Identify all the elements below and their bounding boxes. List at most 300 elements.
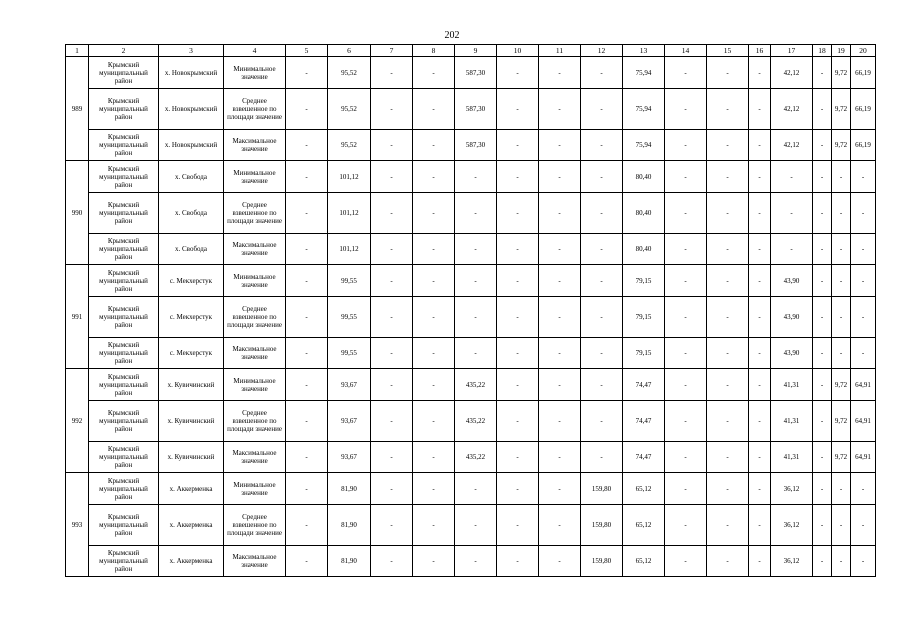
table-cell: - — [371, 369, 413, 401]
table-cell: - — [286, 234, 328, 265]
column-header: 14 — [665, 45, 707, 57]
table-cell: - — [665, 546, 707, 577]
table-cell: - — [539, 130, 581, 161]
table-cell: - — [371, 473, 413, 505]
table-cell: - — [497, 442, 539, 473]
table-cell: 587,30 — [455, 89, 497, 130]
table-cell: Максимальное значение — [224, 234, 286, 265]
column-header: 11 — [539, 45, 581, 57]
table-cell: - — [851, 473, 876, 505]
table-cell: - — [413, 234, 455, 265]
table-cell: 587,30 — [455, 57, 497, 89]
table-cell: 42,12 — [771, 89, 813, 130]
table-cell: - — [286, 442, 328, 473]
table-cell: 80,40 — [623, 193, 665, 234]
table-cell: 66,19 — [851, 130, 876, 161]
table-cell: х. Новокрымский — [159, 89, 224, 130]
table-cell: - — [497, 234, 539, 265]
table-body — [66, 57, 876, 577]
table-cell: 81,90 — [328, 473, 371, 505]
table-cell: - — [707, 193, 749, 234]
table-cell: - — [539, 401, 581, 442]
table-cell: 159,80 — [581, 546, 623, 577]
table-cell: - — [286, 473, 328, 505]
table-cell: Максимальное значение — [224, 546, 286, 577]
table-cell: - — [455, 505, 497, 546]
row-number-cell: 991 — [66, 265, 89, 369]
table-cell: - — [813, 130, 832, 161]
table-cell: - — [581, 369, 623, 401]
table-cell: - — [851, 193, 876, 234]
table-cell: - — [455, 338, 497, 369]
table-cell: - — [413, 442, 455, 473]
table-cell: с. Мекхерстук — [159, 297, 224, 338]
table-cell: 81,90 — [328, 546, 371, 577]
table-cell: 93,67 — [328, 369, 371, 401]
table-row — [66, 473, 876, 505]
table-cell: 587,30 — [455, 130, 497, 161]
column-header: 16 — [749, 45, 771, 57]
table-cell: 99,55 — [328, 297, 371, 338]
table-cell: - — [749, 505, 771, 546]
table-cell: - — [539, 546, 581, 577]
table-cell: 66,19 — [851, 89, 876, 130]
table-cell: - — [581, 442, 623, 473]
table-cell: - — [455, 161, 497, 193]
table-cell: - — [497, 193, 539, 234]
table-cell: - — [707, 369, 749, 401]
table-cell: - — [371, 401, 413, 442]
column-header: 6 — [328, 45, 371, 57]
column-header: 2 — [89, 45, 159, 57]
table-cell: Среднее взвешенное по площади значение — [224, 89, 286, 130]
table-cell: - — [707, 57, 749, 89]
table-cell: - — [413, 401, 455, 442]
column-header: 19 — [832, 45, 851, 57]
table-cell: Максимальное значение — [224, 442, 286, 473]
table-cell: - — [413, 505, 455, 546]
table-cell: - — [286, 401, 328, 442]
table-cell: - — [413, 546, 455, 577]
table-cell: 9,72 — [832, 442, 851, 473]
page-number: 202 — [444, 30, 460, 41]
table-cell: Крымский муниципальный район — [89, 193, 159, 234]
table-cell: - — [371, 193, 413, 234]
table-cell: - — [813, 265, 832, 297]
table-cell: - — [813, 297, 832, 338]
table-cell: - — [749, 161, 771, 193]
table-cell: - — [371, 297, 413, 338]
table-cell: - — [665, 505, 707, 546]
table-row — [66, 130, 876, 161]
table-cell: Среднее взвешенное по площади значение — [224, 297, 286, 338]
table-cell: - — [665, 161, 707, 193]
table-cell: 93,67 — [328, 401, 371, 442]
table-cell: - — [286, 193, 328, 234]
table-cell: - — [371, 265, 413, 297]
table-cell: - — [665, 297, 707, 338]
table-cell: Среднее взвешенное по площади значение — [224, 193, 286, 234]
table-cell: 435,22 — [455, 401, 497, 442]
table-cell: 75,94 — [623, 57, 665, 89]
table-cell: - — [749, 473, 771, 505]
table-cell: х. Свобода — [159, 234, 224, 265]
table-cell: - — [581, 57, 623, 89]
table-row — [66, 369, 876, 401]
table-cell: - — [413, 369, 455, 401]
table-cell: - — [581, 401, 623, 442]
table-row — [66, 265, 876, 297]
table-cell: - — [851, 297, 876, 338]
table-row — [66, 297, 876, 338]
table-cell: - — [707, 234, 749, 265]
table-cell: х. Кувичинский — [159, 369, 224, 401]
table-cell: - — [749, 297, 771, 338]
table-cell: 75,94 — [623, 130, 665, 161]
table-cell: х. Кувичинский — [159, 401, 224, 442]
table-cell: - — [832, 505, 851, 546]
table-cell: 74,47 — [623, 442, 665, 473]
table-cell: - — [665, 193, 707, 234]
table-cell: Минимальное значение — [224, 369, 286, 401]
table-cell: - — [539, 473, 581, 505]
row-number-cell: 992 — [66, 369, 89, 473]
table-cell: - — [707, 505, 749, 546]
table-cell: - — [749, 234, 771, 265]
table-cell: - — [749, 193, 771, 234]
table-cell: - — [832, 193, 851, 234]
table-cell: - — [413, 57, 455, 89]
table-cell: - — [286, 505, 328, 546]
table-cell: - — [286, 297, 328, 338]
table-cell: - — [832, 338, 851, 369]
table-cell: - — [455, 546, 497, 577]
column-header: 9 — [455, 45, 497, 57]
column-header: 5 — [286, 45, 328, 57]
table-cell: - — [851, 161, 876, 193]
table-cell: - — [539, 442, 581, 473]
table-cell: - — [832, 265, 851, 297]
table-cell: - — [581, 338, 623, 369]
table-cell: 42,12 — [771, 130, 813, 161]
table-cell: - — [749, 265, 771, 297]
table-cell: - — [749, 546, 771, 577]
table-cell: - — [286, 89, 328, 130]
table-cell: - — [707, 89, 749, 130]
table-cell: - — [455, 234, 497, 265]
table-cell: - — [832, 297, 851, 338]
table-cell: - — [813, 338, 832, 369]
row-number-cell: 993 — [66, 473, 89, 577]
table-cell: - — [497, 546, 539, 577]
table-cell: - — [413, 130, 455, 161]
table-cell: - — [581, 265, 623, 297]
table-cell: Крымский муниципальный район — [89, 369, 159, 401]
table-cell: 435,22 — [455, 442, 497, 473]
table-cell: - — [813, 505, 832, 546]
table-cell: - — [539, 234, 581, 265]
table-cell: 95,52 — [328, 57, 371, 89]
table-cell: с. Мекхерстук — [159, 338, 224, 369]
table-cell: - — [371, 161, 413, 193]
table-cell: 41,31 — [771, 442, 813, 473]
table-cell: х. Аккерменка — [159, 546, 224, 577]
table-cell: - — [707, 546, 749, 577]
table-cell: - — [581, 89, 623, 130]
table-cell: 159,80 — [581, 473, 623, 505]
table-cell: - — [539, 89, 581, 130]
table-cell: - — [813, 57, 832, 89]
table-cell: - — [286, 130, 328, 161]
table-cell: - — [413, 89, 455, 130]
table-cell: - — [497, 401, 539, 442]
table-cell: - — [665, 338, 707, 369]
table-cell: - — [707, 401, 749, 442]
table-cell: Крымский муниципальный район — [89, 89, 159, 130]
table-cell: 99,55 — [328, 265, 371, 297]
table-cell: 79,15 — [623, 338, 665, 369]
table-cell: Среднее взвешенное по площади значение — [224, 401, 286, 442]
table-cell: - — [455, 473, 497, 505]
table-cell: - — [665, 442, 707, 473]
table-row — [66, 89, 876, 130]
table-cell: - — [665, 473, 707, 505]
table-cell: - — [813, 234, 832, 265]
table-cell: - — [371, 89, 413, 130]
column-header: 3 — [159, 45, 224, 57]
table-cell: Крымский муниципальный район — [89, 401, 159, 442]
table-cell: - — [832, 161, 851, 193]
column-header: 10 — [497, 45, 539, 57]
table-cell: 101,12 — [328, 193, 371, 234]
table-cell: - — [497, 369, 539, 401]
table-cell: - — [371, 130, 413, 161]
table-cell: - — [749, 442, 771, 473]
table-cell: 81,90 — [328, 505, 371, 546]
table-cell: - — [497, 473, 539, 505]
table-cell: - — [497, 130, 539, 161]
table-cell: - — [813, 161, 832, 193]
table-cell: - — [413, 473, 455, 505]
table-cell: х. Кувичинский — [159, 442, 224, 473]
table-cell: - — [749, 57, 771, 89]
table-cell: 93,67 — [328, 442, 371, 473]
table-cell: - — [813, 546, 832, 577]
table-cell: 41,31 — [771, 369, 813, 401]
table-cell: - — [851, 338, 876, 369]
table-cell: 9,72 — [832, 57, 851, 89]
table-cell: 74,47 — [623, 401, 665, 442]
table-cell: - — [665, 89, 707, 130]
table-cell: - — [539, 161, 581, 193]
table-cell: 65,12 — [623, 505, 665, 546]
table-cell: - — [665, 401, 707, 442]
table-cell: с. Мекхерстук — [159, 265, 224, 297]
table-cell: - — [539, 369, 581, 401]
table-cell: - — [371, 505, 413, 546]
table-cell: - — [665, 130, 707, 161]
table-cell: - — [581, 193, 623, 234]
table-cell: - — [813, 442, 832, 473]
table-cell: 95,52 — [328, 130, 371, 161]
table-cell: - — [413, 265, 455, 297]
table-cell: - — [771, 161, 813, 193]
table-row — [66, 338, 876, 369]
table-cell: 64,91 — [851, 442, 876, 473]
table-cell: - — [497, 89, 539, 130]
table-row — [66, 161, 876, 193]
table-cell: х. Свобода — [159, 161, 224, 193]
table-cell: 9,72 — [832, 130, 851, 161]
table-row — [66, 57, 876, 89]
table-cell: - — [371, 442, 413, 473]
table-cell: - — [749, 89, 771, 130]
table-cell: 43,90 — [771, 265, 813, 297]
table-cell: - — [749, 369, 771, 401]
table-cell: Минимальное значение — [224, 265, 286, 297]
table-cell: Крымский муниципальный район — [89, 505, 159, 546]
table-cell: - — [455, 193, 497, 234]
table-cell: - — [832, 546, 851, 577]
table-cell: - — [665, 265, 707, 297]
column-header: 4 — [224, 45, 286, 57]
table-cell: - — [851, 234, 876, 265]
table-cell: 9,72 — [832, 369, 851, 401]
column-header: 20 — [851, 45, 876, 57]
table-row — [66, 401, 876, 442]
table-cell: 41,31 — [771, 401, 813, 442]
table-cell: 99,55 — [328, 338, 371, 369]
table-cell: 75,94 — [623, 89, 665, 130]
table-cell: Крымский муниципальный район — [89, 130, 159, 161]
table-cell: - — [851, 265, 876, 297]
column-header: 17 — [771, 45, 813, 57]
table-cell: - — [539, 193, 581, 234]
table-cell: Минимальное значение — [224, 161, 286, 193]
table-cell: - — [286, 57, 328, 89]
table-cell: Крымский муниципальный район — [89, 338, 159, 369]
table-cell: - — [286, 369, 328, 401]
table-cell: - — [497, 505, 539, 546]
table-cell: - — [539, 57, 581, 89]
table-cell: - — [286, 161, 328, 193]
table-cell: - — [581, 234, 623, 265]
table-cell: 36,12 — [771, 473, 813, 505]
table-cell: х. Аккерменка — [159, 473, 224, 505]
table-cell: 79,15 — [623, 297, 665, 338]
table-cell: 65,12 — [623, 546, 665, 577]
table-cell: 95,52 — [328, 89, 371, 130]
table-cell: 65,12 — [623, 473, 665, 505]
column-header: 8 — [413, 45, 455, 57]
table-cell: - — [455, 265, 497, 297]
table-cell: - — [707, 265, 749, 297]
table-cell: - — [497, 57, 539, 89]
table-cell: х. Свобода — [159, 193, 224, 234]
table-cell: - — [581, 297, 623, 338]
table-cell: Крымский муниципальный район — [89, 161, 159, 193]
header-row — [66, 45, 876, 57]
table-cell: 42,12 — [771, 57, 813, 89]
table-cell: - — [707, 473, 749, 505]
row-number-cell: 990 — [66, 161, 89, 265]
table-cell: - — [581, 161, 623, 193]
table-cell: - — [665, 369, 707, 401]
table-cell: - — [539, 265, 581, 297]
table-cell: Крымский муниципальный район — [89, 297, 159, 338]
table-cell: - — [539, 505, 581, 546]
table-cell: - — [707, 130, 749, 161]
table-row — [66, 442, 876, 473]
column-header: 7 — [371, 45, 413, 57]
table-cell: - — [539, 338, 581, 369]
table-cell: Крымский муниципальный район — [89, 265, 159, 297]
table-cell: - — [413, 297, 455, 338]
table-cell: - — [813, 89, 832, 130]
table-cell: - — [707, 338, 749, 369]
table-cell: х. Аккерменка — [159, 505, 224, 546]
table-cell: 36,12 — [771, 505, 813, 546]
table-cell: 80,40 — [623, 161, 665, 193]
table-cell: - — [371, 338, 413, 369]
table-cell: - — [813, 401, 832, 442]
table-cell: 36,12 — [771, 546, 813, 577]
table-cell: - — [413, 161, 455, 193]
table-cell: Крымский муниципальный район — [89, 57, 159, 89]
table-row — [66, 546, 876, 577]
table-cell: 9,72 — [832, 89, 851, 130]
column-header: 1 — [66, 45, 89, 57]
table-cell: х. Новокрымский — [159, 130, 224, 161]
table-cell: 101,12 — [328, 234, 371, 265]
table-cell: Минимальное значение — [224, 57, 286, 89]
table-cell: - — [851, 505, 876, 546]
table-cell: - — [497, 265, 539, 297]
table-cell: 43,90 — [771, 297, 813, 338]
table-cell: 43,90 — [771, 338, 813, 369]
table-cell: 9,72 — [832, 401, 851, 442]
table-cell: 79,15 — [623, 265, 665, 297]
table-cell: - — [286, 546, 328, 577]
table-cell: 435,22 — [455, 369, 497, 401]
table-cell: 80,40 — [623, 234, 665, 265]
table-cell: - — [749, 401, 771, 442]
table-cell: - — [413, 193, 455, 234]
data-table — [65, 44, 876, 577]
table-cell: - — [832, 473, 851, 505]
table-cell: - — [413, 338, 455, 369]
column-header: 15 — [707, 45, 749, 57]
table-cell: - — [771, 193, 813, 234]
table-cell: 159,80 — [581, 505, 623, 546]
table-cell: - — [371, 546, 413, 577]
table-cell: - — [707, 297, 749, 338]
table-cell: - — [749, 338, 771, 369]
table-cell: Крымский муниципальный район — [89, 546, 159, 577]
table-cell: - — [813, 473, 832, 505]
table-cell: - — [851, 546, 876, 577]
table-row — [66, 234, 876, 265]
table-cell: - — [455, 297, 497, 338]
table-cell: - — [371, 57, 413, 89]
row-number-cell: 989 — [66, 57, 89, 161]
column-header: 12 — [581, 45, 623, 57]
table-cell: Максимальное значение — [224, 130, 286, 161]
column-header: 18 — [813, 45, 832, 57]
table-cell: - — [539, 297, 581, 338]
table-cell: - — [497, 297, 539, 338]
table-cell: - — [581, 130, 623, 161]
